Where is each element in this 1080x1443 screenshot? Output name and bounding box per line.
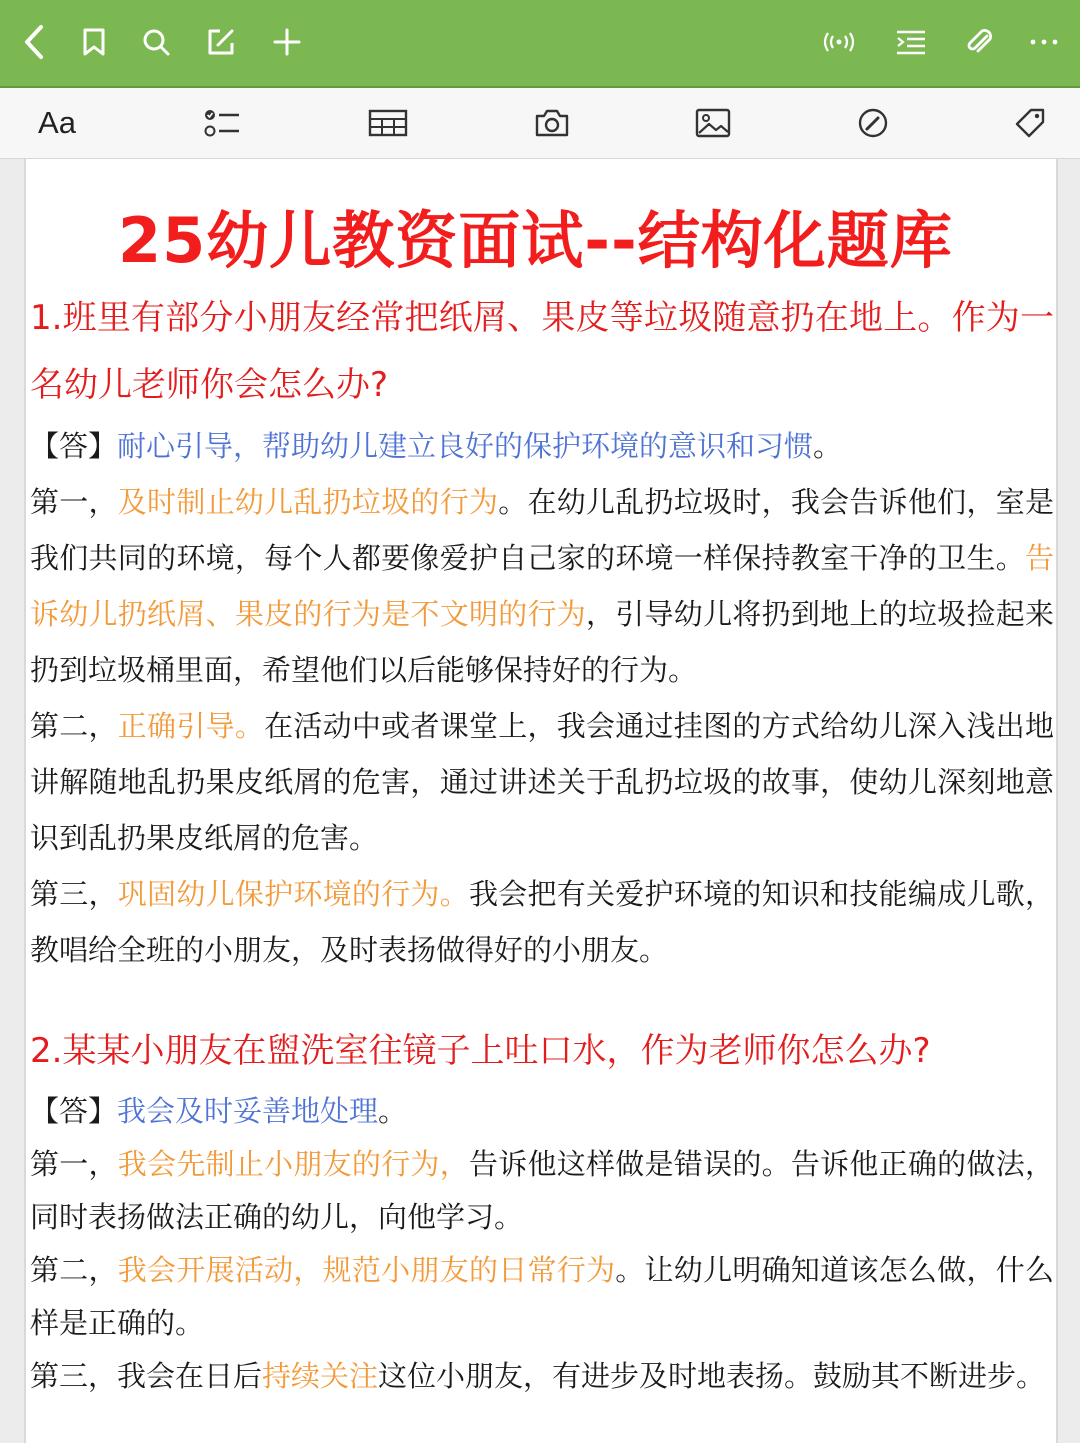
q1-point-3	[30, 866, 1054, 978]
format-toolbar	[0, 88, 1080, 159]
q2-point-3	[30, 1350, 1054, 1403]
point-text: 告诉他这样做是错误的。告诉他正确的做法，同时表扬做法正确的幼儿，向他学习。	[30, 1147, 1054, 1234]
point-highlight: 巩固幼儿保护环境的行为。	[117, 877, 469, 911]
draw-icon[interactable]	[849, 100, 897, 146]
q1-point-2	[30, 698, 1054, 866]
point-lead: 第三，	[30, 877, 118, 911]
broadcast-icon[interactable]	[817, 20, 861, 64]
note-page[interactable]	[24, 159, 1058, 1443]
bookmark-icon[interactable]	[72, 20, 116, 64]
search-icon[interactable]	[134, 20, 178, 64]
more-icon[interactable]	[1022, 20, 1066, 64]
point-highlight: 我会开展活动，规范小朋友的日常行为	[117, 1253, 616, 1287]
q1-point-1	[30, 474, 1054, 698]
back-icon[interactable]	[14, 20, 58, 64]
point-highlight: 正确引导。	[117, 709, 265, 743]
note-content[interactable]	[30, 285, 1054, 1403]
checklist-icon[interactable]	[198, 100, 246, 146]
point-highlight: 持续关注	[262, 1359, 379, 1393]
point-highlight: 我会先制止小朋友的行为，	[117, 1147, 469, 1181]
point-highlight-2: 告诉幼儿扔纸屑、果皮的行为是不文明的行为	[30, 541, 1054, 631]
font-style-label: Aa	[38, 105, 76, 140]
add-icon[interactable]	[265, 20, 309, 64]
top-app-bar	[0, 0, 1080, 88]
font-style-button[interactable]	[33, 100, 81, 146]
camera-icon[interactable]	[528, 100, 576, 146]
point-text: 。在幼儿乱扔垃圾时，我会告诉他们，室是我们共同的环境，每个人都要像爱护自己家的环境一样保持教室干净的卫生。	[30, 485, 1054, 575]
attachment-icon[interactable]	[957, 20, 1001, 64]
point-text: 。让幼儿明确知道该怎么做，什么样是正确的。	[30, 1253, 1054, 1340]
point-lead: 第二，	[30, 709, 118, 743]
edit-icon[interactable]	[199, 20, 243, 64]
table-icon[interactable]	[364, 100, 412, 146]
point-lead: 第一，	[30, 485, 118, 519]
question-2: 2.某某小朋友在盥洗室往镜子上吐口水，作为老师你怎么办?	[30, 1031, 931, 1071]
point-lead: 第三，我会在日后	[30, 1359, 263, 1393]
q2-point-2	[30, 1244, 1054, 1350]
spacer	[30, 978, 1054, 1018]
tag-icon[interactable]	[1006, 100, 1054, 146]
question-1: 1.班里有部分小朋友经常把纸屑、果皮等垃圾随意扔在地上。作为一名幼儿老师你会怎么办?	[30, 298, 1054, 405]
answer-prefix: 【答】	[30, 1094, 118, 1128]
outline-icon[interactable]	[889, 20, 933, 64]
point-text: 我会把有关爱护环境的知识和技能编成儿歌，教唱给全班的小朋友，及时表扬做得好的小朋友。	[30, 877, 1054, 967]
point-text-2: ，引导幼儿将扔到地上的垃圾捡起来扔到垃圾桶里面，希望他们以后能够保持好的行为。	[30, 597, 1054, 687]
q2-point-1	[30, 1138, 1054, 1244]
doc-title: 25幼儿教资面试--结构化题库	[118, 204, 953, 277]
point-text: 这位小朋友，有进步及时地表扬。鼓励其不断进步。	[378, 1359, 1046, 1393]
answer-suffix: 。	[378, 1094, 408, 1128]
answer-2	[30, 1085, 1054, 1138]
point-text: 在活动中或者课堂上，我会通过挂图的方式给幼儿深入浅出地讲解随地乱扔果皮纸屑的危害，通过讲述关于乱扔垃圾的故事，使幼儿深刻地意识到乱扔果皮纸屑的危害。	[30, 709, 1054, 855]
answer-prefix: 【答】	[30, 429, 118, 463]
image-icon[interactable]	[689, 100, 737, 146]
point-highlight: 及时制止幼儿乱扔垃圾的行为	[117, 485, 499, 519]
point-lead: 第一，	[30, 1147, 118, 1181]
answer-summary: 我会及时妥善地处理	[117, 1094, 379, 1128]
answer-summary: 耐心引导，帮助幼儿建立良好的保护环境的意识和习惯	[117, 429, 814, 463]
answer-1	[30, 419, 1054, 474]
answer-suffix: 。	[813, 429, 843, 463]
point-lead: 第二，	[30, 1253, 118, 1287]
